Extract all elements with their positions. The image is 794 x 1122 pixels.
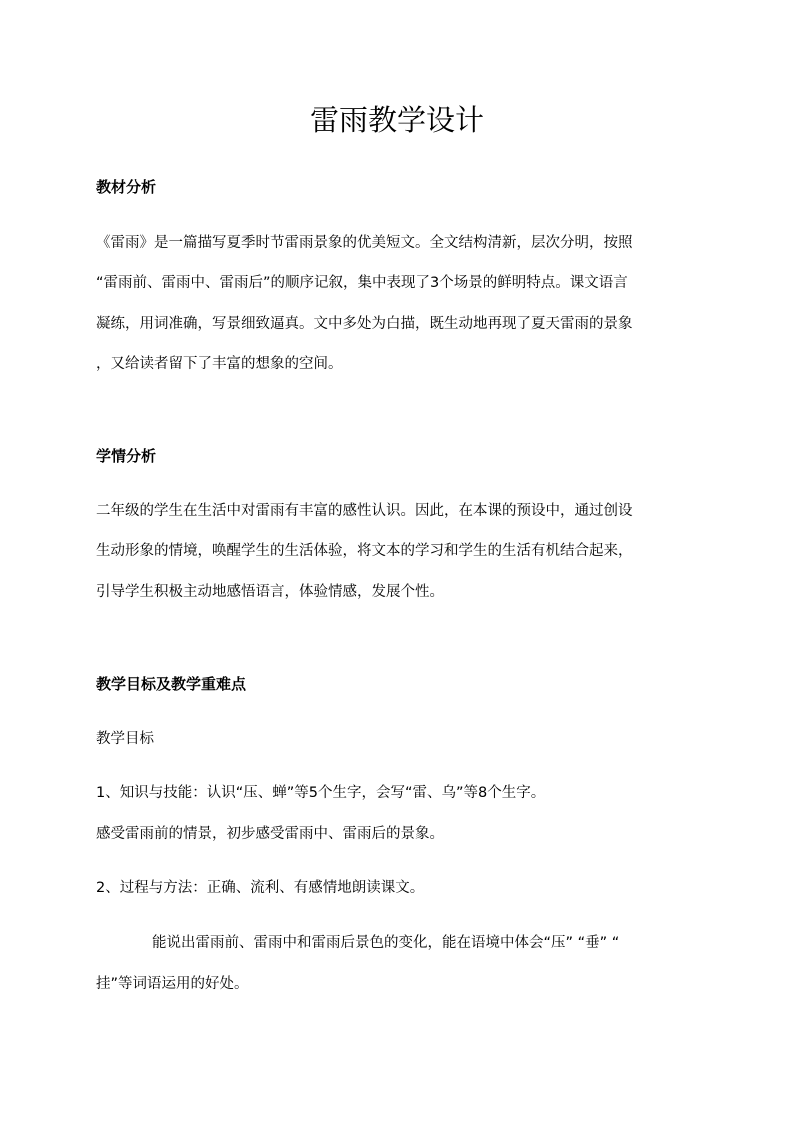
paragraph-line: 《雷雨》是一篇描写夏季时节雷雨景象的优美短文。全文结构清新，层次分明，按照 <box>96 235 633 251</box>
paragraph-line: 生动形象的情境，唤醒学生的生活体验，将文本的学习和学生的生活有机结合起来， <box>96 543 633 559</box>
section-heading-teaching-goals: 教学目标及教学重难点 <box>96 675 247 693</box>
section-heading-textbook-analysis: 教材分析 <box>96 178 157 196</box>
goal-item-1-continued: 感受雷雨前的情景，初步感受雷雨中、雷雨后的景象。 <box>96 826 444 842</box>
goal-item-2-continued: 能说出雷雨前、雷雨中和雷雨后景色的变化，能在语境中体会“压” “垂” “ <box>152 935 620 951</box>
goal-item-1: 1、知识与技能：认识“压、蝉”等5个生字，会写“雷、乌”等8个生字。 <box>96 785 546 801</box>
section-heading-student-analysis: 学情分析 <box>96 447 157 465</box>
paragraph-line: ，又给读者留下了丰富的想象的空间。 <box>96 356 343 372</box>
goal-item-2: 2、过程与方法：正确、流利、有感情地朗读课文。 <box>96 880 425 896</box>
paragraph-line: 二年级的学生在生活中对雷雨有丰富的感性认识。因此，在本课的预设中，通过创设 <box>96 503 633 519</box>
goal-item-2-continued: 挂”等词语运用的好处。 <box>96 976 249 992</box>
paragraph-line: 引导学生积极主动地感悟语言，体验情感，发展个性。 <box>96 584 444 600</box>
paragraph-line: “雷雨前、雷雨中、雷雨后”的顺序记叙，集中表现了3个场景的鲜明特点。课文语言 <box>96 275 628 291</box>
subheading-teaching-goals: 教学目标 <box>96 731 154 747</box>
paragraph-line: 凝练，用词准确，写景细致逼真。文中多处为白描，既生动地再现了夏天雷雨的景象 <box>96 316 633 332</box>
page-title: 雷雨教学设计 <box>309 103 484 137</box>
